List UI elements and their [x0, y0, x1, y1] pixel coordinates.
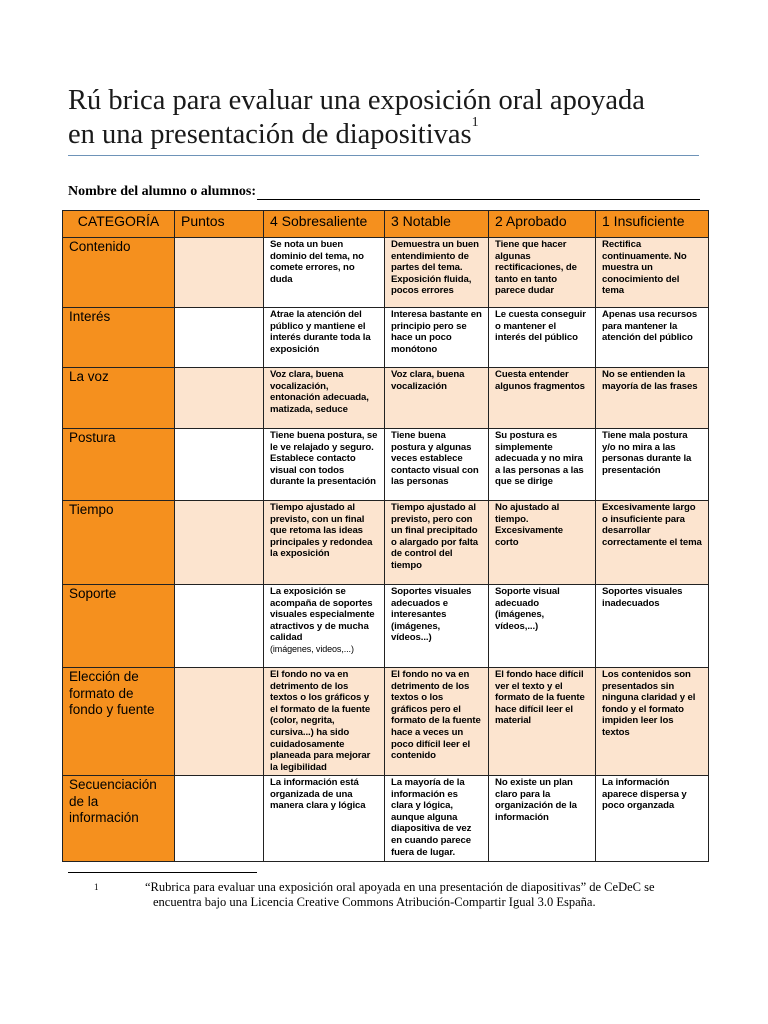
- footnote: [94, 880, 714, 910]
- points-cell[interactable]: [175, 668, 264, 776]
- category-cell: Tiempo: [63, 501, 175, 585]
- level-3-cell: Soportes visuales adecuados e interesantes (imágenes, vídeos...): [385, 585, 489, 668]
- level-4-cell: El fondo no va en detrimento de los textos o los gráficos y el formato de la fuente (color, negrita, cursiva...) ha sido cuidadosamente planeada para mejorar la legibilidad: [264, 668, 385, 776]
- level-2-cell: Su postura es simplemente adecuada y no mira a las personas a las que se dirige: [489, 429, 596, 501]
- table-row: [63, 668, 709, 776]
- level-1-cell: Rectifica continuamente. No muestra un conocimiento del tema: [596, 238, 709, 308]
- header-aprobado: 2 Aprobado: [489, 211, 596, 238]
- footnote-line-1: “Rubrica para evaluar una exposición oral apoyada en una presentación de diapositivas” de CeDeC se: [145, 880, 655, 894]
- category-cell: Secuenciación de la información: [63, 776, 175, 862]
- level-1-cell: Tiene mala postura y/o no mira a las personas durante la presentación: [596, 429, 709, 501]
- category-cell: Interés: [63, 308, 175, 368]
- document-title: [68, 84, 708, 152]
- level-3-cell: Voz clara, buena vocalización: [385, 368, 489, 429]
- level-4-text: La exposición se acompaña de soportes visuales especialmente atractivos y de mucha calidad: [270, 586, 375, 644]
- level-1-cell: Apenas usa recursos para mantener la atención del público: [596, 308, 709, 368]
- student-name-label: Nombre del alumno o alumnos:: [68, 184, 256, 199]
- category-cell: Postura: [63, 429, 175, 501]
- level-1-cell: Los contenidos son presentados sin ninguna claridad y el fondo y el formato impiden leer los textos: [596, 668, 709, 776]
- level-2-cell: No existe un plan claro para la organización de la información: [489, 776, 596, 862]
- points-cell[interactable]: [175, 585, 264, 668]
- category-cell: Soporte: [63, 585, 175, 668]
- title-line-1: Rú brica para evaluar una exposición oral apoyada: [68, 85, 645, 116]
- level-2-cell: Cuesta entender algunos fragmentos: [489, 368, 596, 429]
- points-cell[interactable]: [175, 308, 264, 368]
- level-2-cell: El fondo hace difícil ver el texto y el formato de la fuente hace difícil leer el material: [489, 668, 596, 776]
- level-4-cell: Voz clara, buena vocalización, entonación adecuada, matizada, seduce: [264, 368, 385, 429]
- category-cell: Contenido: [63, 238, 175, 308]
- header-notable: 3 Notable: [385, 211, 489, 238]
- table-row: [63, 585, 709, 668]
- points-cell[interactable]: [175, 776, 264, 862]
- level-4-cell: [264, 585, 385, 668]
- points-cell[interactable]: [175, 368, 264, 429]
- level-4-cell: Atrae la atención del público y mantiene el interés durante toda la exposición: [264, 308, 385, 368]
- table-row: [63, 501, 709, 585]
- level-4-cell: Se nota un buen dominio del tema, no comete errores, no duda: [264, 238, 385, 308]
- level-3-cell: La mayoría de la información es clara y lógica, aunque alguna diapositiva de vez en cuando parece fuera de lugar.: [385, 776, 489, 862]
- header-puntos: Puntos: [175, 211, 264, 238]
- level-3-cell: El fondo no va en detrimento de los textos o los gráficos pero el formato de la fuente hace a veces un poco difícil leer el contenido: [385, 668, 489, 776]
- level-4-cell: Tiempo ajustado al previsto, con un final que retoma las ideas principales y redondea la exposición: [264, 501, 385, 585]
- footnote-number: 1: [94, 882, 99, 892]
- header-sobresaliente: 4 Sobresaliente: [264, 211, 385, 238]
- table-row: [63, 429, 709, 501]
- level-3-cell: Interesa bastante en principio pero se hace un poco monótono: [385, 308, 489, 368]
- level-2-cell: Le cuesta conseguir o mantener el interés del público: [489, 308, 596, 368]
- student-name-field[interactable]: [68, 184, 700, 200]
- footnote-line-2: encuentra bajo una Licencia Creative Commons Atribución-Compartir Igual 3.0 España.: [153, 895, 596, 909]
- level-3-cell: Demuestra un buen entendimiento de partes del tema. Exposición fluida, pocos errores: [385, 238, 489, 308]
- header-categoria: CATEGORÍA: [63, 211, 175, 238]
- level-1-cell: No se entienden la mayoría de las frases: [596, 368, 709, 429]
- level-1-cell: Soportes visuales inadecuados: [596, 585, 709, 668]
- category-cell: La voz: [63, 368, 175, 429]
- level-1-cell: La información aparece dispersa y poco organzada: [596, 776, 709, 862]
- level-4-cell: La información está organizada de una manera clara y lógica: [264, 776, 385, 862]
- level-4-cell: Tiene buena postura, se le ve relajado y seguro. Establece contacto visual con todos durante la presentación: [264, 429, 385, 501]
- header-insuficiente: 1 Insuficiente: [596, 211, 709, 238]
- table-row: [63, 238, 709, 308]
- table-row: [63, 776, 709, 862]
- student-name-blank[interactable]: [257, 186, 700, 200]
- points-cell[interactable]: [175, 429, 264, 501]
- points-cell[interactable]: [175, 238, 264, 308]
- title-line-2: en una presentación de diapositivas: [68, 119, 472, 150]
- title-footnote-marker: 1: [471, 115, 479, 130]
- level-3-cell: Tiempo ajustado al previsto, pero con un final precipitado o alargado por falta de control del tiempo: [385, 501, 489, 585]
- header-row: [63, 211, 709, 238]
- level-2-cell: Soporte visual adecuado (imágenes, vídeos,...): [489, 585, 596, 668]
- table-row: [63, 368, 709, 429]
- level-2-cell: Tiene que hacer algunas rectificaciones, de tanto en tanto parece dudar: [489, 238, 596, 308]
- footnote-divider: [68, 872, 257, 873]
- category-cell: Elección de formato de fondo y fuente: [63, 668, 175, 776]
- level-4-extra: (imágenes, videos,...): [270, 643, 354, 654]
- table-row: [63, 308, 709, 368]
- level-2-cell: No ajustado al tiempo. Excesivamente corto: [489, 501, 596, 585]
- rubric-table: [62, 210, 709, 862]
- level-1-cell: Excesivamente largo o insuficiente para desarrollar correctamente el tema: [596, 501, 709, 585]
- title-divider: [68, 155, 699, 156]
- level-3-cell: Tiene buena postura y algunas veces establece contacto visual con las personas: [385, 429, 489, 501]
- points-cell[interactable]: [175, 501, 264, 585]
